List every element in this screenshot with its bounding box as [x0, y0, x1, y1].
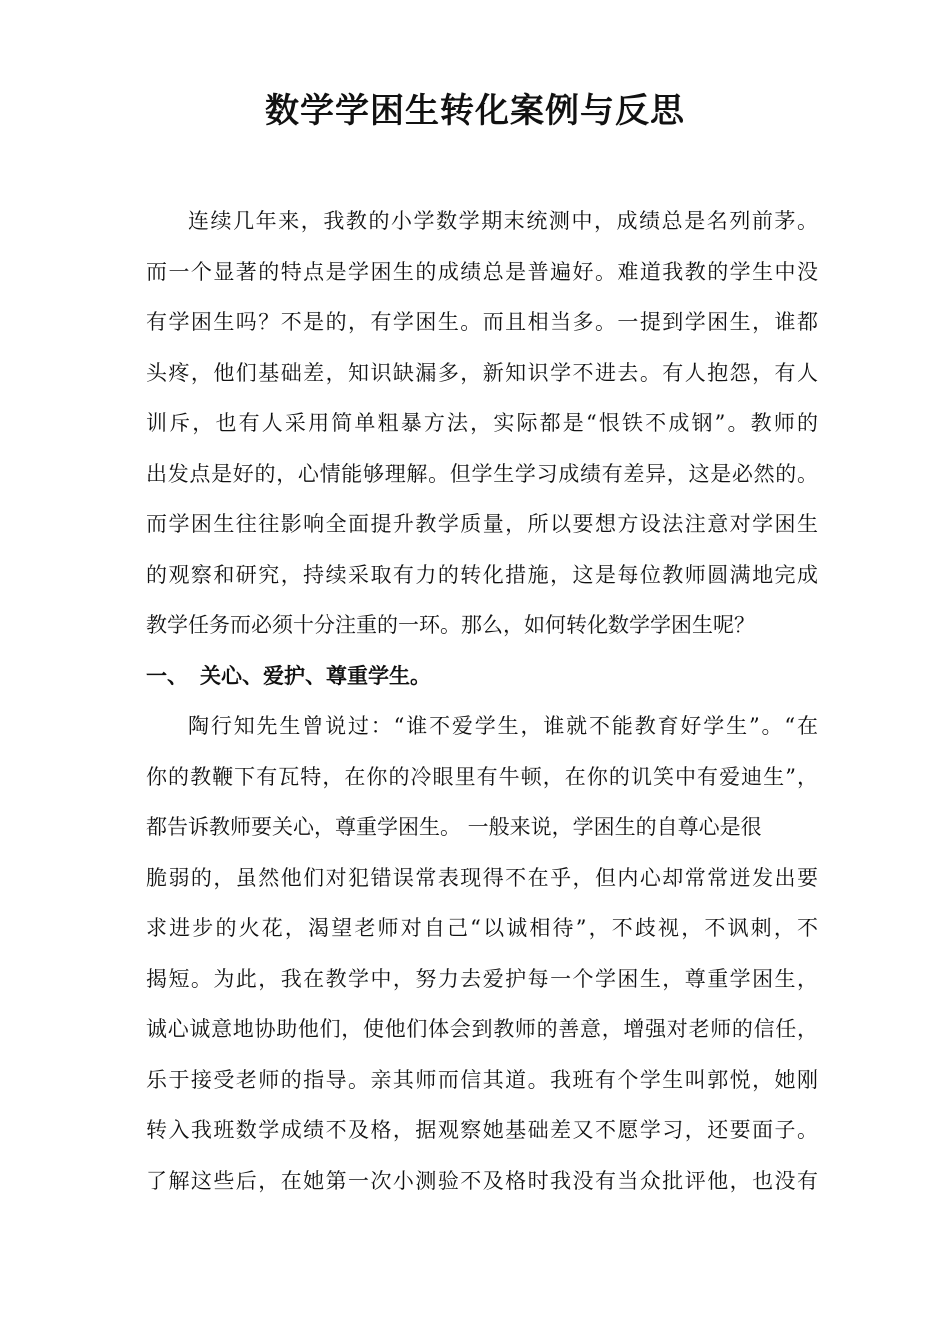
paragraph-1-line: 出发点是好的，心情能够理解。但学生学习成绩有差异，这是必然的。 — [146, 461, 818, 486]
paragraph-2-line: 了解这些后，在她第一次小测验不及格时我没有当众批评他，也没有 — [146, 1168, 818, 1193]
paragraph-2-line: 揭短。为此，我在教学中，努力去爱护每一个学困生，尊重学困生， — [146, 966, 818, 991]
paragraph-1-line: 头疼，他们基础差，知识缺漏多，新知识学不进去。有人抱怨，有人 — [146, 360, 818, 385]
document-body — [146, 196, 818, 1206]
section-number: 一、 — [146, 662, 188, 688]
paragraph-2-line: 陶行知先生曾说过：“谁不爱学生，谁就不能教育好学生”。“在 — [188, 714, 818, 738]
paragraph-2-line: 求进步的火花，渴望老师对自己“以诚相待”，不歧视，不讽刺，不 — [146, 916, 818, 940]
paragraph-1-line: 而学困生往往影响全面提升教学质量，所以要想方设法注意对学困生 — [146, 512, 818, 536]
paragraph-1-line: 有学困生吗？不是的，有学困生。而且相当多。一提到学困生，谁都 — [146, 310, 818, 334]
paragraph-1-line: 连续几年来，我教的小学数学期末统测中，成绩总是名列前茅。 — [188, 209, 818, 233]
section-heading-text: 关心、爱护、尊重学生。 — [200, 662, 431, 688]
paragraph-1-line: 训斥，也有人采用简单粗暴方法，实际都是“恨铁不成钢”。教师的 — [146, 411, 818, 435]
section-heading — [146, 651, 818, 702]
paragraph-2-line: 都告诉教师要关心，尊重学困生。 一般来说，学困生的自尊心是很 — [146, 815, 762, 839]
paragraph-2-line: 转入我班数学成绩不及格，据观察她基础差又不愿学习，还要面子。 — [146, 1118, 818, 1142]
paragraph-1-line: 的观察和研究，持续采取有力的转化措施，这是每位教师圆满地完成 — [146, 562, 818, 587]
paragraph-2-line: 乐于接受老师的指导。亲其师而信其道。我班有个学生叫郭悦，她刚 — [146, 1067, 818, 1092]
paragraph-1-line: 而一个显著的特点是学困生的成绩总是普遍好。难道我教的学生中没 — [146, 259, 818, 284]
paragraph-2-line: 脆弱的，虽然他们对犯错误常表现得不在乎，但内心却常常迸发出要 — [146, 865, 818, 890]
document-title: 数学学困生转化案例与反思 — [265, 91, 685, 131]
paragraph-2-line: 你的教鞭下有瓦特，在你的冷眼里有牛顿，在你的讥笑中有爱迪生”， — [146, 764, 818, 789]
paragraph-1-line: 教学任务而必须十分注重的一环。那么，如何转化数学学困生呢？ — [146, 613, 755, 637]
paragraph-2-line: 诚心诚意地协助他们，使他们体会到教师的善意，增强对老师的信任， — [146, 1017, 818, 1041]
